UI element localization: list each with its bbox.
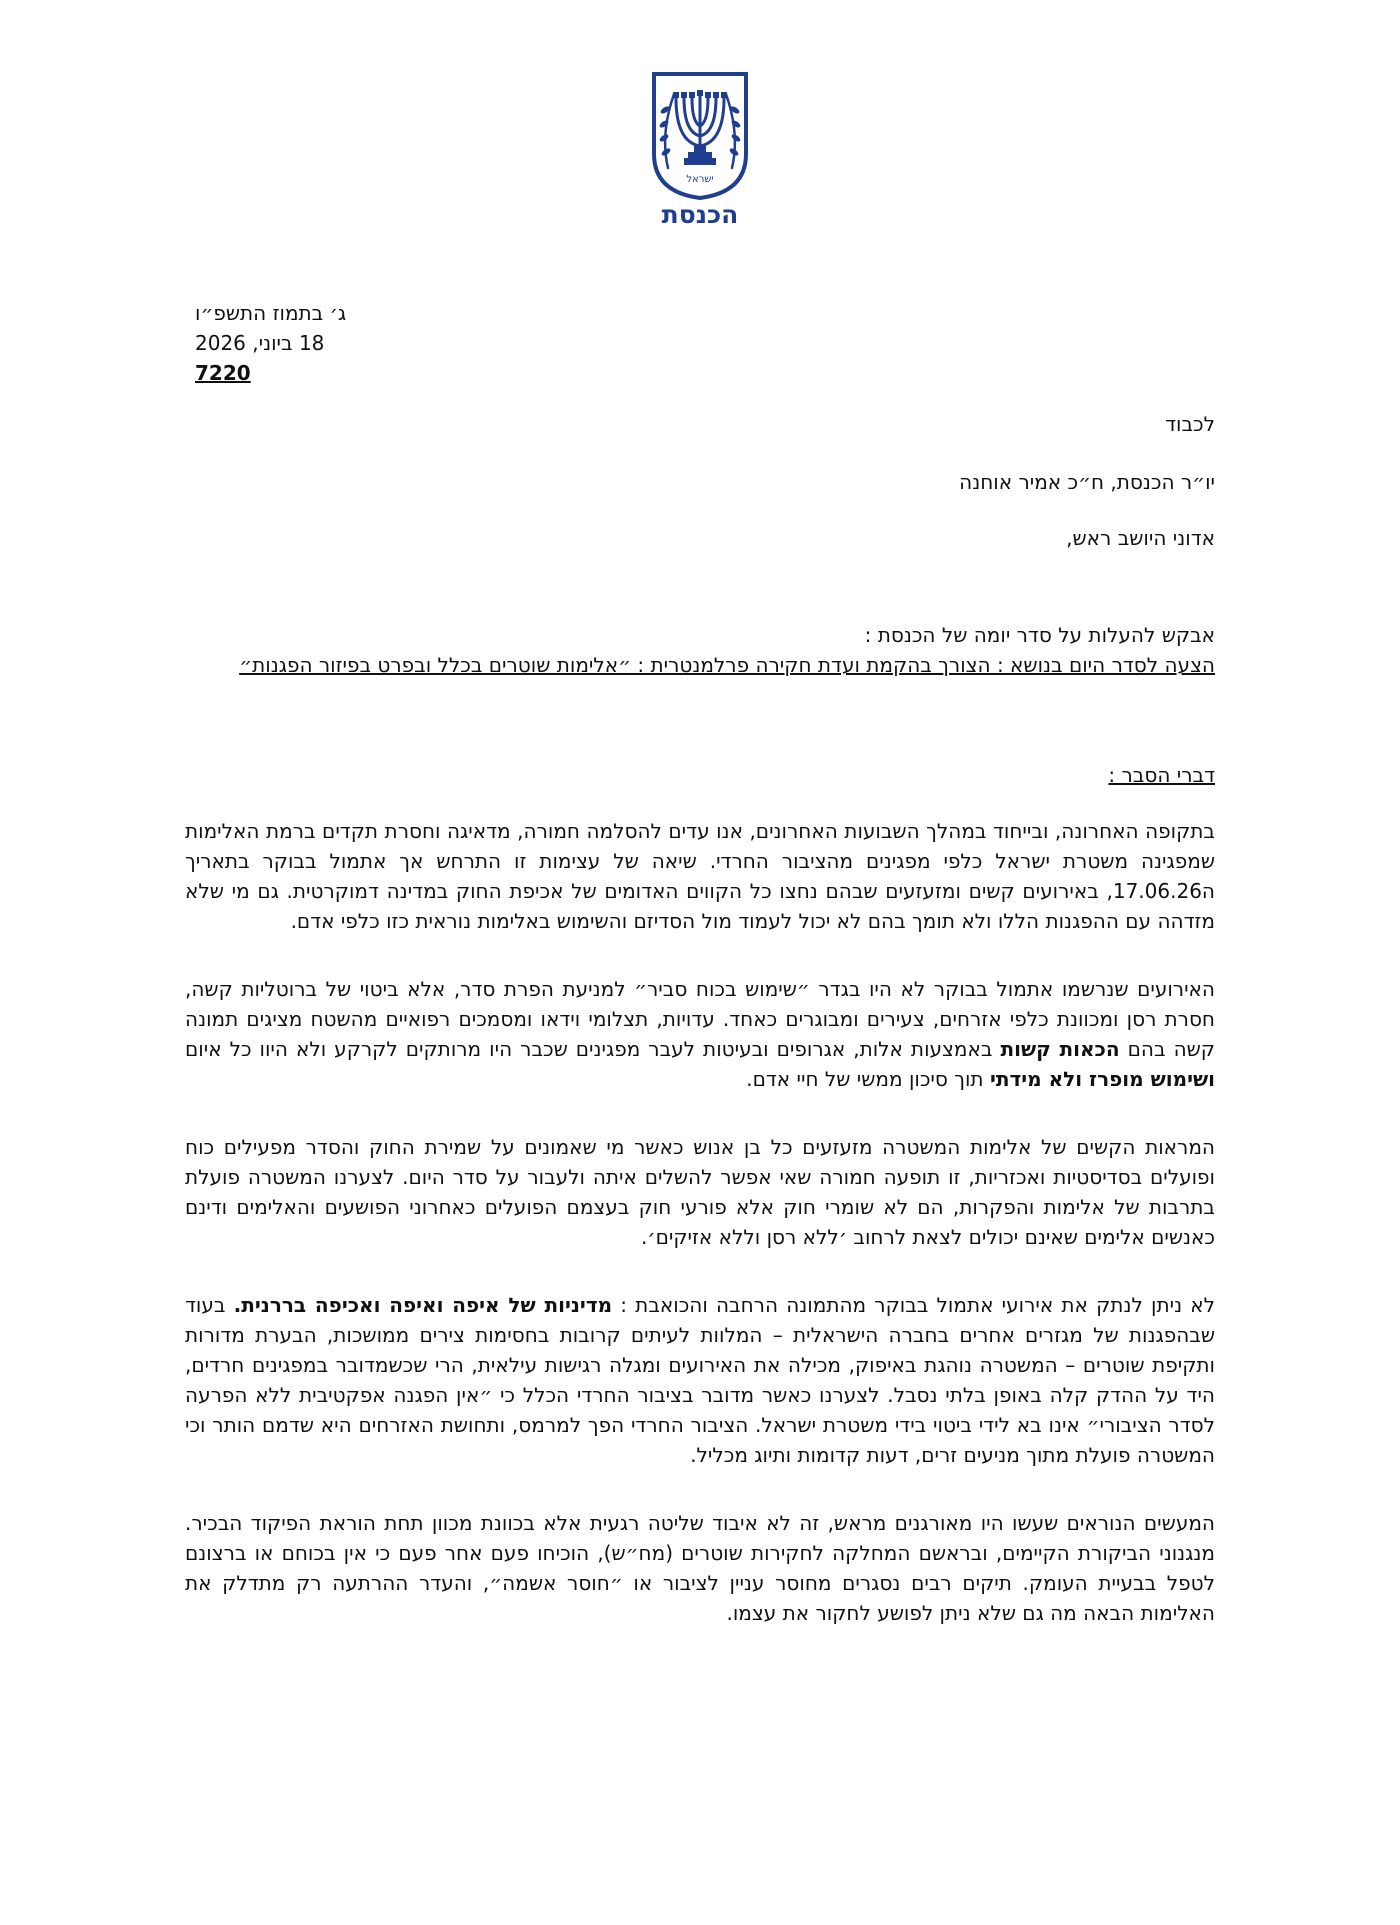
paragraph-text: האירועים שנרשמו אתמול בבוקר לא היו בגדר ״שימוש בכוח סביר״ למניעת הפרת סדר, אלא ביטוי של ברוטליות קשה, חסרת רסן ומכוונת כלפי אזרחים, צעירים ומבוגרים כאחד. עדויות, תצלומי וידאו ומסמכים רפואיים מהשטח מציגים תמונה קשה בהם <box>185 977 1215 1061</box>
paragraph-text: המראות הקשים של אלימות המשטרה מזעזעים כל בן אנוש כאשר מי שאמונים על שמירת החוק והסדר מפעילים כוח ופועלים בסדיסטיות ואכזריות, זו תופעה חמורה שאי אפשר להשלים איתה ולעבור על סדר היום. לצערנו המשטרה פועלת בתרבות של אלימות והפקרות, הם לא שומרי חוק אלא פורעי חוק בעצמם הפועלים כאחרוני הפושעים והאלימים ודינם כאנשים אלימים שאינם יכולים לצאת לרחוב ׳ללא רסן וללא אזיקים׳. <box>185 1135 1215 1249</box>
body-paragraph <box>185 1508 1215 1628</box>
knesset-emblem-icon <box>650 70 750 202</box>
body-paragraph <box>185 1132 1215 1252</box>
request-block <box>185 620 1215 680</box>
paragraph-text: תוך סיכון ממשי של חיי אדם. <box>746 1067 990 1091</box>
hebrew-date: ג׳ בתמוז התשפ״ו <box>195 301 347 325</box>
body-paragraph <box>185 974 1215 1094</box>
request-subject: הצעה לסדר היום בנושא : הצורך בהקמת ועדת חקירה פרלמנטרית : ״אלימות שוטרים בכלל ובפרט בפיזור הפגנות״ <box>239 653 1215 677</box>
paragraph-text: בתקופה האחרונה, ובייחוד במהלך השבועות האחרונים, אנו עדים להסלמה חמורה, מדאיגה וחסרת תקדים ברמת האלימות שמפגינה משטרת ישראל כלפי מפגינים מהציבור החרדי. שיאה של עצימות זו התרחש אך אתמול בבוקר בתאריך ה17.06.26, באירועים קשים ומזעזעים שבהם נחצו כל הקווים האדומים של אכיפת החוק במדינה דמוקרטית. גם מי שלא מזדהה עם ההפגנות הללו ולא תומך בהם לא יכול לעמוד מול הסדיזם והשימוש באלימות נוראית כזו כלפי אדם. <box>185 819 1215 933</box>
emphasis-text: הכאות קשות <box>1000 1037 1120 1061</box>
paragraph-text: לא ניתן לנתק את אירועי אתמול בבוקר מהתמונה הרחבה והכואבת : <box>612 1293 1216 1317</box>
emphasis-text: מדיניות של איפה ואיפה ואכיפה בררנית. <box>233 1293 613 1317</box>
salutation-to: לכבוד <box>1165 412 1215 436</box>
paragraph-text: המעשים הנוראים שעשו היו מאורגנים מראש, זה לא איבוד שליטה רגעית אלא בכוונת מכוון תחת הוראת הפיקוד הבכיר. מנגנוני הביקורת הקיימים, ובראשם המחלקה לחקירות שוטרים (מח״ש), הוכיחו פעם אחר פעם כי אין בכוחם או ברצונם לטפל בבעיית העומק. תיקים רבים נסגרים מחוסר עניין לציבור או ״חוסר אשמה״, והעדר ההרתעה רק מתדלק את האלימות הבאה מה גם שלא ניתן לפושע לחקור את עצמו. <box>185 1511 1215 1625</box>
reference-number: 7220 <box>195 361 251 385</box>
explanation-heading: דברי הסבר : <box>1108 763 1215 787</box>
paragraph-text: באמצעות אלות, אגרופים ובעיטות לעבר מפגינים שכבר היו מרותקים לקרקע ולא היוו כל איום <box>185 1037 1001 1061</box>
letterhead-title: הכנסת <box>661 200 739 229</box>
date-block <box>195 298 346 388</box>
addressee: יו״ר הכנסת, ח״כ אמיר אוחנה <box>959 470 1215 494</box>
paragraph-text: בעוד שבהפגנות של מגזרים אחרים בחברה הישראלית – המלוות לעיתים קרובות בחסימות צירים ממושכות, הבערת מדורות ותקיפת שוטרים – המשטרה נוהגת באיפוק, מכילה את האירועים ומגלה רגישות עילאית, הרי שכשמדובר במפגינים חרדים, היד על ההדק קלה באופן בלתי נסבל. לצערנו כאשר מדובר בציבור החרדי הכלל כי ״אין הפגנה אפקטיבית ללא הפרעה לסדר הציבורי״ אינו בא לידי ביטוי בידי משטרת ישראל. הציבור החרדי הפך למרמס, ותחושת האזרחים היא שדמם הותר וכי המשטרה פועלת מתוך מניעים זרים, דעות קדומות ותיוג מכליל. <box>185 1293 1215 1467</box>
emphasis-text: ושימוש מופרז ולא מידתי <box>989 1067 1215 1091</box>
request-intro: אבקש להעלות על סדר יומה של הכנסת : <box>864 623 1215 647</box>
greeting: אדוני היושב ראש, <box>1066 526 1215 550</box>
explanation-body <box>185 816 1215 1666</box>
emblem-caption: ישראל <box>686 174 714 185</box>
gregorian-date: 18 ביוני, 2026 <box>195 331 325 355</box>
body-paragraph <box>185 1290 1215 1470</box>
body-paragraph <box>185 816 1215 936</box>
